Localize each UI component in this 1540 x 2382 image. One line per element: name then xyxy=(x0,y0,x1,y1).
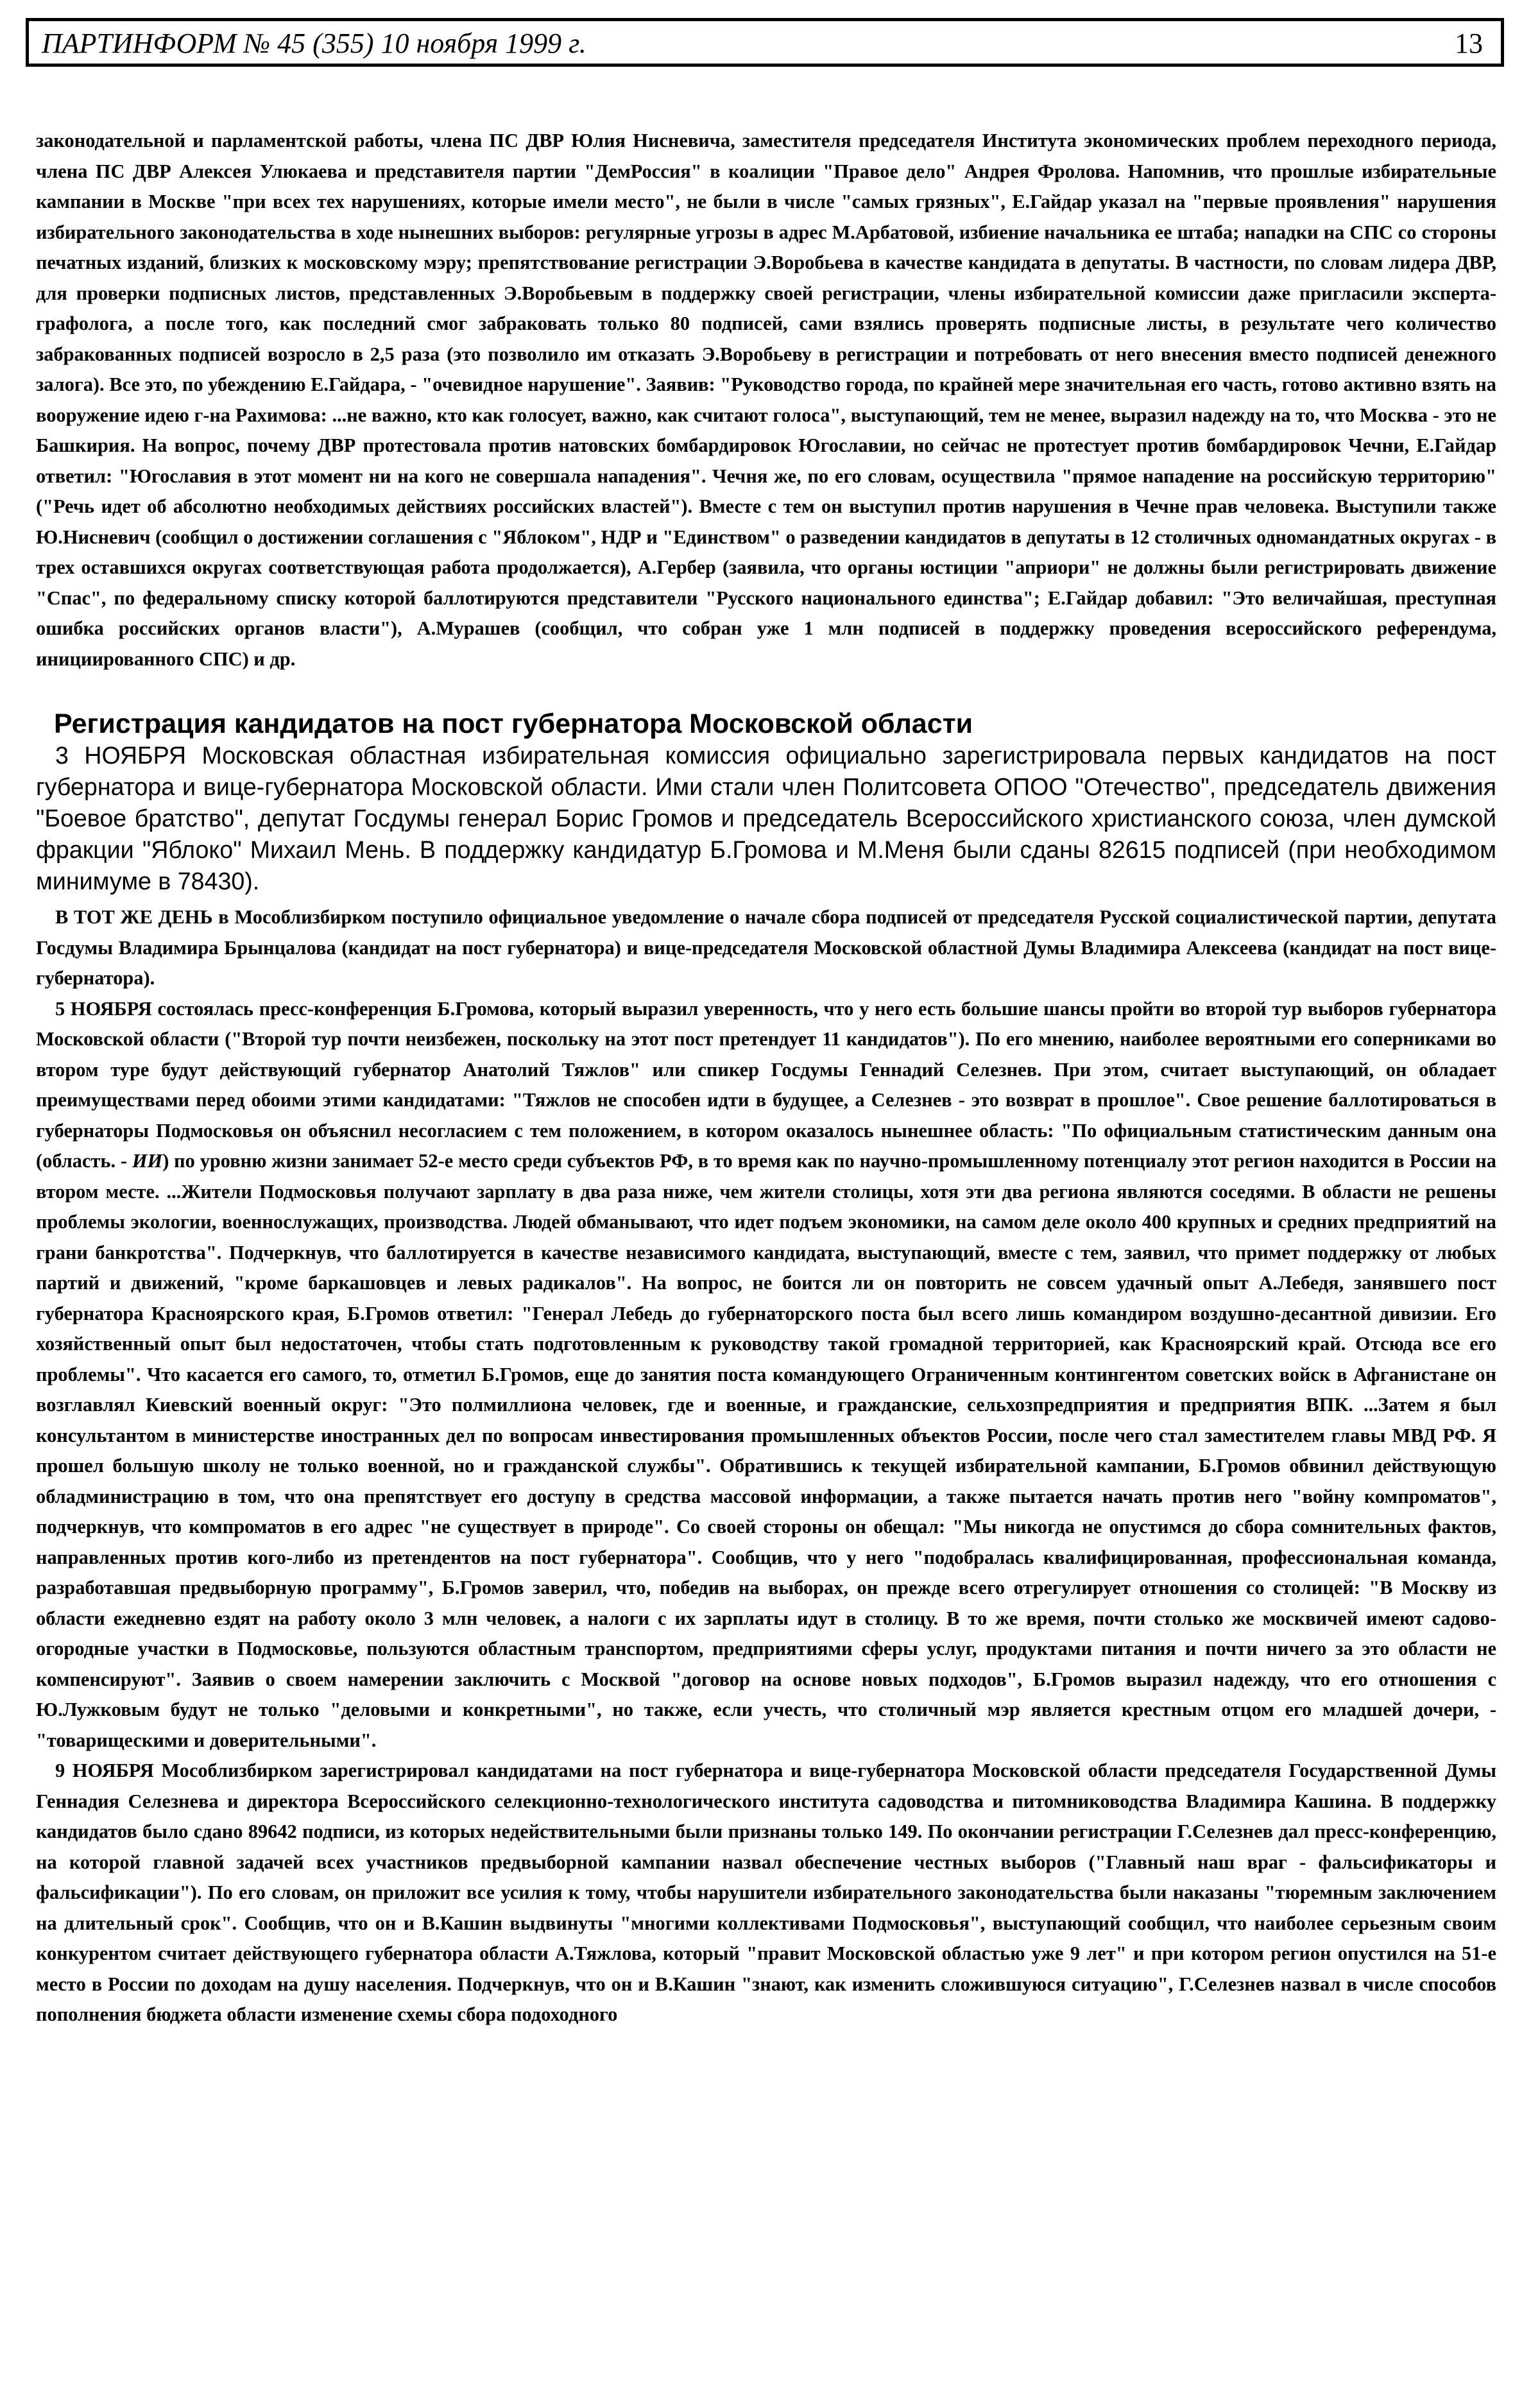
paragraph-same-day xyxy=(36,902,1496,994)
section-heading: Регистрация кандидатов на пост губернатора Московской области xyxy=(54,708,973,739)
article-body xyxy=(36,126,1496,2030)
italic-abbreviation: ИИ xyxy=(132,1150,163,1172)
date-lead: 5 НОЯБРЯ xyxy=(55,997,152,1020)
paragraph-nov-9 xyxy=(36,1756,1496,2030)
date-lead: В ТОТ ЖЕ ДЕНЬ xyxy=(55,906,213,928)
paragraph-text: Мособлизбирком зарегистрировал кандидатами на пост губернатора и вице-губернатора Московской области председателя Государственной Думы Геннадия Селезнева и директора Всероссийского селекционно-технологического института садоводства и питомниководства Владимира Кашина. В поддержку кандидатов было сдано 89642 подписи, из которых недействительными были признаны только 149. По окончании регистрации Г.Селезнев дал пресс-конференцию, на которой главной задачей всех участников предвыборной кампании назвал обеспечение честных выборов ("Главный наш враг - фальсификаторы и фальсификации"). По его словам, он приложит все усилия к тому, чтобы нарушители избирательного законодательства были наказаны "тюремным заключением на длительный срок". Сообщив, что он и В.Кашин выдвинуты "многими коллективами Подмосковья", выступающий сообщил, что наиболее серьезным своим конкурентом считает действующего губернатора области А.Тяжлова, который "правит Московской областью уже 9 лет" и при котором регион опустился на 51-е место в России по доходам на душу населения. Подчеркнув, что он и В.Кашин "знают, как изменить сложившуюся ситуацию", Г.Селезнев назвал в числе способов пополнения бюджета области изменение схемы сбора подоходного xyxy=(36,1760,1496,2025)
page-header xyxy=(26,18,1504,67)
paragraph-text: в Мособлизбирком поступило официальное уведомление о начале сбора подписей от председателя Русской социалистической партии, депутата Госдумы Владимира Брынцалова (кандидат на пост губернатора) и вице-председателя Московской областной Думы Владимира Алексеева (кандидат на пост вице-губернатора). xyxy=(36,906,1496,989)
lead-paragraph: 3 НОЯБРЯ Московская областная избирательная комиссия официально зарегистрировала первых кандидатов на пост губернатора и вице-губернатора Московской области. Ими стали член Политсовета ОПОО "Отечество", председатель движения "Боевое братство", депутат Госдумы генерал Борис Громов и председатель Всероссийского христианского союза, член думской фракции "Яблоко" Михаил Мень. В поддержку кандидатур Б.Громова и М.Меня были сданы 82615 подписей (при необходимом минимуме в 78430). xyxy=(36,742,1496,895)
page-number: 13 xyxy=(1455,28,1483,59)
paragraph-text-continued: ) по уровню жизни занимает 52-е место среди субъектов РФ, в то время как по научно-промышленному потенциалу этот регион находится в России на втором месте. ...Жители Подмосковья получают зарплату в два раза ниже, чем жители столицы, хотя эти два региона являются соседями. В области не решены проблемы экологии, военнослужащих, производства. Людей обманывают, что идет подъем экономики, на самом деле около 400 крупных и средних предприятий на грани банкротства". Подчеркнув, что баллотируется в качестве независимого кандидата, выступающий, вместе с тем, заявил, что примет поддержку от любых партий и движений, "кроме баркашовцев и левых радикалов". На вопрос, не боится ли он повторить не совсем удачный опыт А.Лебедя, занявшего пост губернатора Красноярского края, Б.Громов ответил: "Генерал Лебедь до губернаторского поста был всего лишь командиром воздушно-десантной дивизии. Его хозяйственный опыт был недостаточен, чтобы стать подготовленным к руководству такой громадной территорией, как Красноярский край. Отсюда все его проблемы". Что касается его самого, то, отметил Б.Громов, еще до занятия поста командующего Ограниченным контингентом советских войск в Афганистане он возглавлял Киевский военный округ: "Это полмиллиона человек, где и военные, и гражданские, сельхозпредприятия и предприятия ВПК. ...Затем я был консультантом в министерстве иностранных дел по вопросам инвестирования промышленных объектов России, после чего стал заместителем главы МВД РФ. Я прошел большую школу не только военной, но и гражданской службы". Обратившись к текущей избирательной кампании, Б.Громов обвинил действующую обладминистрацию в том, что она препятствует его доступу в средства массовой информации, а также пытается начать против него "войну компроматов", подчеркнув, что компроматов в его адрес "не существует в природе". Со своей стороны он обещал: "Мы никогда не опустимся до сбора сомнительных фактов, направленных против кого-либо из претендентов на пост губернатора". Сообщив, что у него "подобралась квалифицированная, профессиональная команда, разработавшая предвыборную программу", Б.Громов заверил, что, победив на выборах, он прежде всего отрегулирует отношения со столицей: "В Москву из области ежедневно ездят на работу около 3 млн человек, а налоги с их зарплаты идут в столицу. В то же время, почти столько же москвичей имеют садово-огородные участки в Подмосковье, пользуются областным транспортом, предприятиями сферы услуг, продуктами питания и почти ничего за это области не компенсируют". Заявив о своем намерении заключить с Москвой "договор на основе новых подходов", Б.Громов выразил надежду, что его отношения с Ю.Лужковым будут не только "деловыми и конкретными", но также, если учесть, что столичный мэр является крестным отцом его младшей дочери, - "товарищескими и доверительными". xyxy=(36,1150,1496,1751)
intro-paragraph: законодательной и парламентской работы, члена ПС ДВР Юлия Нисневича, заместителя председателя Института экономических проблем переходного периода, члена ПС ДВР Алексея Улюкаева и представителя партии "ДемРоссия" в коалиции "Правое дело" Андрея Фролова. Напомнив, что прошлые избирательные кампании в Москве "при всех тех нарушениях, которые имели место", не были в числе "самых грязных", Е.Гайдар указал на "первые проявления" нарушения избирательного законодательства в ходе нынешних выборов: регулярные угрозы в адрес М.Арбатовой, избиение начальника ее штаба; нападки на СПС со стороны печатных изданий, близких к московскому мэру; препятствование регистрации Э.Воробьева в качестве кандидата в депутаты. В частности, по словам лидера ДВР, для проверки подписных листов, представленных Э.Воробьевым в поддержку своей регистрации, члены избирательной комиссии даже пригласили эксперта-графолога, а после того, как последний смог забраковать только 80 подписей, сами взялись проверять подписные листы, в результате чего количество забракованных подписей возросло в 2,5 раза (это позволило им отказать Э.Воробьеву в регистрации и потребовать от него внесения вместо подписей денежного залога). Все это, по убеждению Е.Гайдара, - "очевидное нарушение". Заявив: "Руководство города, по крайней мере значительная его часть, готово активно взять на вооружение идею г-на Рахимова: ...не важно, кто как голосует, важно, как считают голоса", выступающий, тем не менее, выразил надежду на то, что Москва - это не Башкирия. На вопрос, почему ДВР протестовала против натовских бомбардировок Югославии, но сейчас не протестует против бомбардировок Чечни, Е.Гайдар ответил: "Югославия в этот момент ни на кого не совершала нападения". Чечня же, по его словам, осуществила "прямое нападение на российскую территорию" ("Речь идет об абсолютно необходимых действиях российских властей"). Вместе с тем он выступил против нарушения в Чечне прав человека. Выступили также Ю.Нисневич (сообщил о достижении соглашения с "Яблоком", НДР и "Единством" о разведении кандидатов в депутаты в 12 столичных одномандатных округах - в трех оставшихся округах соответствующая работа продолжается), А.Гербер (заявила, что органы юстиции "априори" не должны были регистрировать движение "Спас", по федеральному списку которой баллотируются представители "Русского национального единства"; Е.Гайдар добавил: "Это величайшая, преступная ошибка российских органов власти"), А.Мурашев (сообщил, что собран уже 1 млн подписей в поддержку проведения всероссийского референдума, инициированного СПС) и др. xyxy=(36,130,1496,670)
paragraph-nov-5 xyxy=(36,994,1496,1756)
date-lead: 9 НОЯБРЯ xyxy=(55,1760,154,1781)
paragraph-text: состоялась пресс-конференция Б.Громова, который выразил уверенность, что у него есть большие шансы пройти во второй тур выборов губернатора Московской области ("Второй тур почти неизбежен, поскольку на этот пост претендует 11 кандидатов"). По его мнению, наиболее вероятными его соперниками во втором туре будут действующий губернатор Анатолий Тяжлов" или спикер Госдумы Геннадий Селезнев. При этом, считает выступающий, он обладает преимуществами перед обоими этими кандидатами: "Тяжлов не способен идти в будущее, а Селезнев - это возврат в прошлое". Свое решение баллотироваться в губернаторы Подмосковья он объяснил несогласием с тем положением, в котором оказалось нынешнее область: "По официальным статистическим данным она (область. - xyxy=(36,997,1497,1172)
publication-title: ПАРТИНФОРМ № 45 (355) 10 ноября 1999 г. xyxy=(42,28,586,59)
